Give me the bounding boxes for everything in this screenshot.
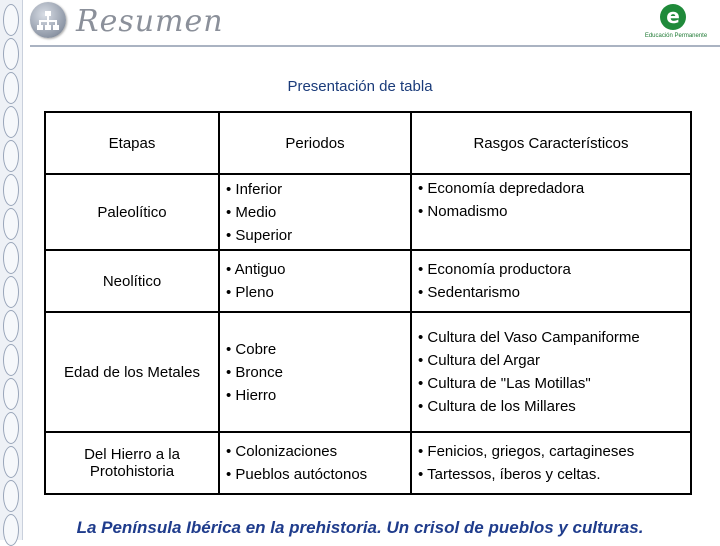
list-item: • Cobre xyxy=(226,340,277,358)
periodos-cell xyxy=(219,174,411,250)
periodos-cell xyxy=(219,432,411,494)
list-item: • Hierro xyxy=(226,386,277,404)
table-row xyxy=(45,174,691,250)
list-item: • Antiguo xyxy=(226,261,286,278)
header-etapas: Etapas xyxy=(45,112,219,174)
etapa-cell: Edad de los Metales xyxy=(45,312,219,432)
list-item: • Cultura de los Millares xyxy=(418,398,576,415)
list-item: • Cultura del Vaso Campaniforme xyxy=(418,329,640,346)
etapa-cell: Paleolítico xyxy=(45,174,219,250)
table-row xyxy=(45,312,691,432)
hierarchy-icon xyxy=(30,2,66,38)
list-item: • Cultura de "Las Motillas" xyxy=(418,375,591,392)
list-item: • Sedentarismo xyxy=(418,284,520,301)
table-caption: Presentación de tabla xyxy=(287,78,433,95)
header-rasgos: Rasgos Característicos xyxy=(411,112,691,174)
periodos-cell xyxy=(219,312,411,432)
table-row xyxy=(45,250,691,312)
etapa-cell: Neolítico xyxy=(45,250,219,312)
rasgos-cell xyxy=(411,432,691,494)
summary-table xyxy=(44,111,692,495)
list-item: • Economía productora xyxy=(418,261,571,278)
list-item: • Cultura del Argar xyxy=(418,352,540,369)
rasgos-cell xyxy=(411,250,691,312)
header-divider xyxy=(30,45,720,47)
list-item: • Bronce xyxy=(226,363,283,381)
table-header-row xyxy=(45,112,691,174)
list-item: • Pueblos autóctonos xyxy=(226,466,368,483)
rasgos-cell xyxy=(411,174,691,250)
footer-title: La Península Ibérica en la prehistoria. Un crisol de pueblos y culturas. xyxy=(76,518,644,537)
logo-e-icon: e xyxy=(660,4,686,30)
list-item: • Medio xyxy=(226,203,277,221)
list-item: • Nomadismo xyxy=(418,203,508,220)
etapa-cell: Del Hierro a la Protohistoria xyxy=(45,432,219,494)
table-row xyxy=(45,432,691,494)
logo-text: Educación Permanente xyxy=(644,33,708,39)
periodos-cell xyxy=(219,250,411,312)
header-title: Resumen xyxy=(76,4,224,39)
list-item: • Colonizaciones xyxy=(226,443,338,460)
list-item: • Inferior xyxy=(226,180,283,198)
educacion-permanente-logo xyxy=(636,4,716,44)
header-periodos: Periodos xyxy=(219,112,411,174)
list-item: • Economía depredadora xyxy=(418,180,585,197)
list-item: • Superior xyxy=(226,226,293,244)
rasgos-cell xyxy=(411,312,691,432)
list-item: • Fenicios, griegos, cartagineses xyxy=(418,443,635,460)
list-item: • Pleno xyxy=(226,284,274,301)
list-item: • Tartessos, íberos y celtas. xyxy=(418,466,601,483)
